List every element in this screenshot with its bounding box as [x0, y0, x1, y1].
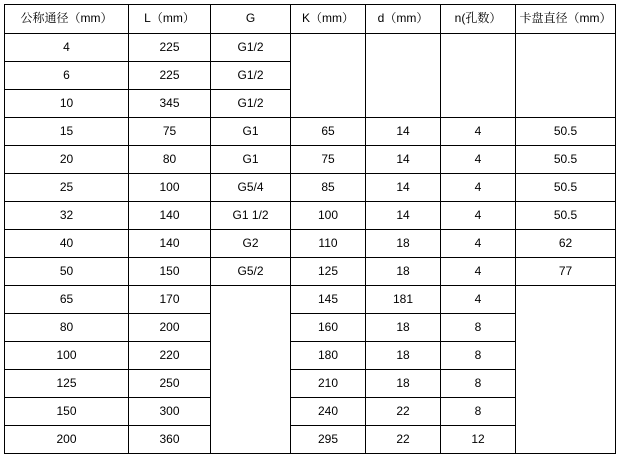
cell-n: 4	[441, 202, 516, 230]
cell-k-empty	[291, 34, 366, 118]
cell-l: 250	[129, 370, 211, 398]
cell-l: 170	[129, 286, 211, 314]
cell-nominal-diameter: 40	[5, 230, 129, 258]
cell-g: G1 1/2	[211, 202, 291, 230]
cell-nominal-diameter: 125	[5, 370, 129, 398]
cell-n: 8	[441, 314, 516, 342]
cell-n: 4	[441, 286, 516, 314]
cell-n: 4	[441, 230, 516, 258]
cell-d: 14	[366, 146, 441, 174]
cell-nominal-diameter: 25	[5, 174, 129, 202]
cell-l: 225	[129, 62, 211, 90]
cell-l: 345	[129, 90, 211, 118]
table-row	[5, 118, 616, 146]
cell-nominal-diameter: 80	[5, 314, 129, 342]
spec-sheet	[0, 4, 620, 446]
column-header-l: L（mm）	[129, 5, 211, 34]
cell-n: 8	[441, 370, 516, 398]
cell-g: G1/2	[211, 34, 291, 62]
cell-d: 181	[366, 286, 441, 314]
cell-k: 210	[291, 370, 366, 398]
cell-chuck-diameter: 50.5	[516, 118, 616, 146]
cell-g-empty	[211, 286, 291, 454]
cell-g: G1	[211, 146, 291, 174]
cell-l: 200	[129, 314, 211, 342]
cell-d: 14	[366, 174, 441, 202]
cell-nominal-diameter: 6	[5, 62, 129, 90]
cell-nominal-diameter: 65	[5, 286, 129, 314]
cell-k: 145	[291, 286, 366, 314]
cell-d: 18	[366, 314, 441, 342]
cell-g: G1/2	[211, 62, 291, 90]
table-row	[5, 230, 616, 258]
cell-nominal-diameter: 32	[5, 202, 129, 230]
cell-l: 80	[129, 146, 211, 174]
cell-g: G2	[211, 230, 291, 258]
column-header-g: G	[211, 5, 291, 34]
cell-g: G1	[211, 118, 291, 146]
cell-k: 240	[291, 398, 366, 426]
cell-g: G1/2	[211, 90, 291, 118]
cell-d: 18	[366, 342, 441, 370]
cell-g: G5/2	[211, 258, 291, 286]
cell-nominal-diameter: 100	[5, 342, 129, 370]
cell-n: 12	[441, 426, 516, 454]
cell-k: 125	[291, 258, 366, 286]
cell-nominal-diameter: 10	[5, 90, 129, 118]
cell-d: 18	[366, 230, 441, 258]
table-row	[5, 286, 616, 314]
cell-chuck-empty	[516, 286, 616, 454]
table-row	[5, 146, 616, 174]
cell-n: 8	[441, 398, 516, 426]
cell-l: 220	[129, 342, 211, 370]
cell-chuck-empty	[516, 34, 616, 118]
cell-l: 225	[129, 34, 211, 62]
cell-chuck-diameter: 50.5	[516, 202, 616, 230]
cell-l: 75	[129, 118, 211, 146]
cell-nominal-diameter: 150	[5, 398, 129, 426]
cell-k: 65	[291, 118, 366, 146]
cell-k: 180	[291, 342, 366, 370]
cell-l: 100	[129, 174, 211, 202]
cell-n-empty	[441, 34, 516, 118]
cell-k: 160	[291, 314, 366, 342]
cell-l: 140	[129, 230, 211, 258]
cell-l: 360	[129, 426, 211, 454]
cell-d: 18	[366, 370, 441, 398]
cell-n: 4	[441, 146, 516, 174]
cell-d: 22	[366, 398, 441, 426]
column-header-d: d（mm）	[366, 5, 441, 34]
cell-k: 75	[291, 146, 366, 174]
cell-n: 4	[441, 258, 516, 286]
cell-d: 18	[366, 258, 441, 286]
cell-nominal-diameter: 20	[5, 146, 129, 174]
column-header-nominal-diameter: 公称通径（mm）	[5, 5, 129, 34]
cell-d: 14	[366, 202, 441, 230]
cell-k: 100	[291, 202, 366, 230]
cell-chuck-diameter: 50.5	[516, 146, 616, 174]
specification-table	[4, 4, 616, 454]
cell-l: 140	[129, 202, 211, 230]
cell-d-empty	[366, 34, 441, 118]
cell-chuck-diameter: 62	[516, 230, 616, 258]
cell-n: 4	[441, 174, 516, 202]
cell-nominal-diameter: 200	[5, 426, 129, 454]
cell-l: 300	[129, 398, 211, 426]
cell-g: G5/4	[211, 174, 291, 202]
cell-nominal-diameter: 4	[5, 34, 129, 62]
cell-d: 22	[366, 426, 441, 454]
cell-nominal-diameter: 50	[5, 258, 129, 286]
cell-chuck-diameter: 50.5	[516, 174, 616, 202]
table-row	[5, 258, 616, 286]
column-header-k: K（mm）	[291, 5, 366, 34]
cell-chuck-diameter: 77	[516, 258, 616, 286]
cell-d: 14	[366, 118, 441, 146]
cell-k: 295	[291, 426, 366, 454]
cell-k: 85	[291, 174, 366, 202]
cell-nominal-diameter: 15	[5, 118, 129, 146]
table-row	[5, 34, 616, 62]
table-row	[5, 202, 616, 230]
cell-l: 150	[129, 258, 211, 286]
cell-k: 110	[291, 230, 366, 258]
cell-n: 8	[441, 342, 516, 370]
cell-n: 4	[441, 118, 516, 146]
column-header-n: n(孔数）	[441, 5, 516, 34]
column-header-chuck-diameter: 卡盘直径（mm）	[516, 5, 616, 34]
table-header-row	[5, 5, 616, 34]
table-row	[5, 174, 616, 202]
